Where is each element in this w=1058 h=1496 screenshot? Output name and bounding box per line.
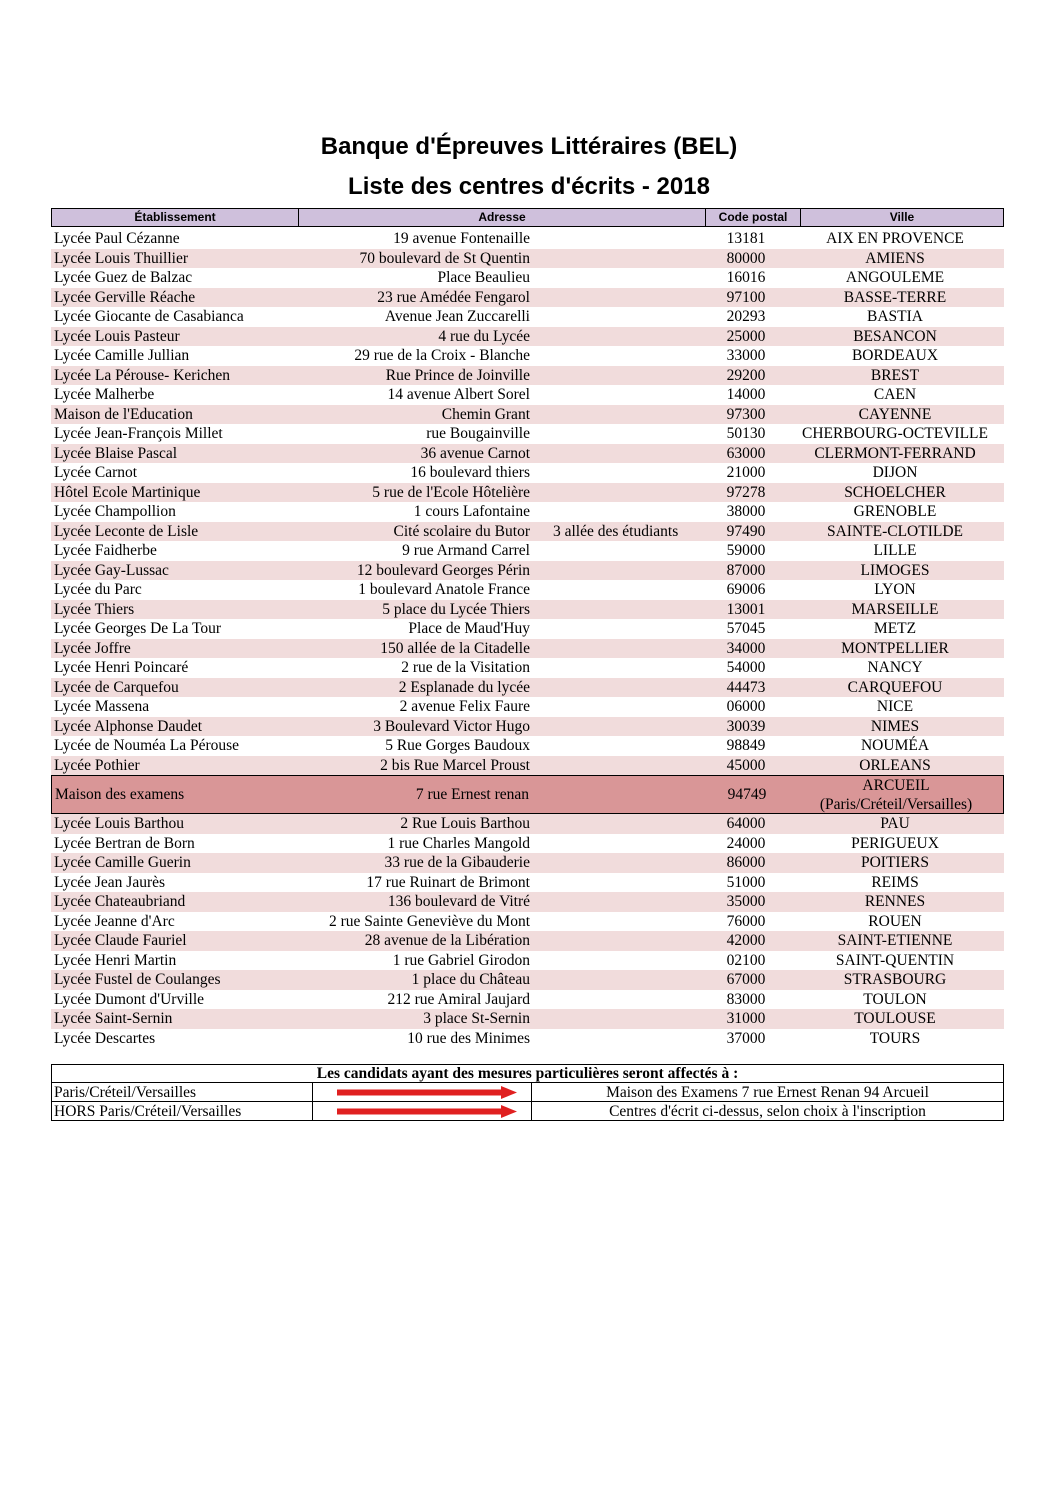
ville-cell: CAYENNE <box>858 405 932 423</box>
adresse-cell: rue Bougainville <box>426 425 530 442</box>
code-postal-cell: 57045 <box>726 620 766 637</box>
table-row <box>51 775 1004 814</box>
table-row <box>51 658 1004 678</box>
code-postal-cell: 16016 <box>726 269 766 286</box>
code-postal-cell: 42000 <box>726 932 766 949</box>
table-row <box>51 619 1004 639</box>
etablissement-cell: Lycée Louis Pasteur <box>54 327 180 345</box>
etablissement-cell: Lycée Dumont d'Urville <box>54 990 205 1008</box>
code-postal-cell: 30039 <box>726 717 766 735</box>
ville-cell: BESANCON <box>853 327 937 345</box>
code-postal-cell: 14000 <box>726 386 766 403</box>
ville-cell: CLERMONT-FERRAND <box>814 444 976 462</box>
ville-cell: PAU <box>880 815 910 832</box>
table-row <box>51 990 1004 1010</box>
etablissement-cell: Lycée Jeanne d'Arc <box>54 912 175 930</box>
adresse-cell: Cité scolaire du Butor <box>393 522 530 540</box>
adresse-cell: 7 rue Ernest renan <box>415 786 529 803</box>
adresse-cell: 1 rue Gabriel Girodon <box>392 951 530 969</box>
code-postal-cell: 13001 <box>726 600 766 618</box>
red-arrow-icon <box>337 1086 517 1099</box>
etablissement-cell: Lycée Malherbe <box>54 386 155 403</box>
ville-cell: POITIERS <box>860 854 930 871</box>
ville-cell: LIMOGES <box>860 561 930 579</box>
table-row <box>51 424 1004 444</box>
table-row <box>51 814 1004 834</box>
ville-cell: TOURS <box>869 1029 921 1047</box>
etablissement-cell: Lycée Camille Jullian <box>54 347 190 364</box>
ville-cell: REIMS <box>871 873 919 891</box>
adresse-cell: 212 rue Amiral Jaujard <box>387 990 530 1008</box>
arrow-cell <box>312 1101 532 1121</box>
adresse-cell: 3 place St-Sernin <box>423 1010 530 1027</box>
etablissement-cell: Maison des examens <box>55 786 185 803</box>
table-row <box>51 502 1004 522</box>
adresse-cell: 17 rue Ruinart de Brimont <box>366 873 530 891</box>
ville-cell: CARQUEFOU <box>847 678 943 696</box>
adresse-cell: 33 rue de la Gibauderie <box>384 854 530 871</box>
code-postal-cell: 25000 <box>726 327 766 345</box>
code-postal-cell: 69006 <box>726 581 766 598</box>
table-row <box>51 580 1004 600</box>
ville-cell: GRENOBLE <box>853 503 937 520</box>
special-measures-row <box>51 1101 1004 1121</box>
adresse-cell: 29 rue de la Croix - Blanche <box>354 347 530 364</box>
adresse-complement-cell: 3 allée des étudiants <box>553 522 679 540</box>
header-etablissement: Établissement <box>51 208 299 227</box>
table-row <box>51 892 1004 912</box>
adresse-cell: 2 rue de la Visitation <box>401 659 530 676</box>
table-row <box>51 444 1004 464</box>
etablissement-cell: Lycée Henri Martin <box>54 951 177 969</box>
ville-cell: MARSEILLE <box>851 600 939 618</box>
ville-cell: NIMES <box>870 717 920 735</box>
code-postal-cell: 37000 <box>726 1029 766 1047</box>
adresse-cell: 5 Rue Gorges Baudoux <box>385 737 530 754</box>
ville-cell: NANCY <box>867 659 923 676</box>
code-postal-cell: 31000 <box>726 1010 766 1027</box>
special-measures-row <box>51 1082 1004 1102</box>
table-row <box>51 249 1004 269</box>
code-postal-cell: 80000 <box>726 249 766 267</box>
table-row <box>51 1029 1004 1049</box>
ville-cell: METZ <box>873 620 917 637</box>
table-row <box>51 561 1004 581</box>
table-header <box>51 208 1004 227</box>
adresse-cell: Rue Prince de Joinville <box>385 366 530 384</box>
code-postal-cell: 34000 <box>726 639 766 657</box>
ville-cell: RENNES <box>864 893 926 910</box>
zone-label: HORS Paris/Créteil/Versailles <box>51 1101 313 1121</box>
table-row <box>51 327 1004 347</box>
ville-cell: SAINT-ETIENNE <box>837 932 953 949</box>
etablissement-cell: Lycée Paul Cézanne <box>54 230 180 247</box>
ville-cell: CAEN <box>873 386 917 403</box>
adresse-cell: 2 Esplanade du lycée <box>398 678 530 696</box>
red-arrow-icon <box>337 1105 517 1118</box>
etablissement-cell: Lycée Thiers <box>54 600 135 618</box>
code-postal-cell: 38000 <box>726 503 766 520</box>
adresse-cell: 19 avenue Fontenaille <box>393 230 530 247</box>
code-postal-cell: 13181 <box>726 230 766 247</box>
etablissement-cell: Lycée Pothier <box>54 756 140 774</box>
table-row <box>51 405 1004 425</box>
table-row <box>51 756 1004 776</box>
adresse-cell: 36 avenue Carnot <box>420 444 530 462</box>
ville-cell: ROUEN <box>868 912 922 930</box>
code-postal-cell: 33000 <box>726 347 766 364</box>
ville-cell: ARCUEIL (Paris/Créteil/Versailles) <box>819 777 973 813</box>
ville-cell: ORLEANS <box>859 756 931 774</box>
table-row <box>51 931 1004 951</box>
destination-label: Maison des Examens 7 rue Ernest Renan 94 Arcueil <box>531 1082 1004 1102</box>
etablissement-cell: Lycée La Pérouse- Kerichen <box>54 366 231 384</box>
table-row <box>51 912 1004 932</box>
etablissement-cell: Lycée Carnot <box>54 464 138 481</box>
ville-cell: AMIENS <box>865 249 925 267</box>
code-postal-cell: 97100 <box>726 288 766 306</box>
special-measures-heading: Les candidats ayant des mesures particulières seront affectés à : <box>51 1064 1004 1083</box>
code-postal-cell: 45000 <box>726 756 766 774</box>
adresse-cell: 1 place du Château <box>411 971 530 988</box>
table-row <box>51 639 1004 659</box>
adresse-cell: 9 rue Armand Carrel <box>402 542 530 559</box>
ville-cell: BASSE-TERRE <box>843 288 947 306</box>
adresse-cell: 150 allée de la Citadelle <box>380 639 530 657</box>
destination-label: Centres d'écrit ci-dessus, selon choix à l'inscription <box>531 1101 1004 1121</box>
etablissement-cell: Hôtel Ecole Martinique <box>54 483 201 501</box>
adresse-cell: 2 rue Sainte Geneviève du Mont <box>328 912 530 930</box>
adresse-cell: 2 avenue Felix Faure <box>399 698 530 715</box>
code-postal-cell: 83000 <box>726 990 766 1008</box>
etablissement-cell: Lycée Camille Guerin <box>54 854 191 871</box>
etablissement-cell: Lycée Joffre <box>54 639 131 657</box>
adresse-cell: Place Beaulieu <box>437 269 530 286</box>
adresse-cell: 2 Rue Louis Barthou <box>400 815 530 832</box>
adresse-cell: 3 Boulevard Victor Hugo <box>373 717 530 735</box>
adresse-cell: 5 rue de l'Ecole Hôtelière <box>372 483 530 501</box>
code-postal-cell: 59000 <box>726 542 766 559</box>
table-row <box>51 717 1004 737</box>
table-row <box>51 697 1004 717</box>
adresse-cell: 5 place du Lycée Thiers <box>382 600 530 618</box>
table-row <box>51 736 1004 756</box>
ville-cell: MONTPELLIER <box>841 639 949 657</box>
ville-cell: AIX EN PROVENCE <box>826 230 964 247</box>
code-postal-cell: 98849 <box>726 737 766 754</box>
table-row <box>51 229 1004 249</box>
table-row <box>51 268 1004 288</box>
code-postal-cell: 63000 <box>726 444 766 462</box>
adresse-cell: 70 boulevard de St Quentin <box>359 249 530 267</box>
code-postal-cell: 06000 <box>726 698 766 715</box>
etablissement-cell: Lycée de Carquefou <box>54 678 179 696</box>
code-postal-cell: 97490 <box>726 522 766 540</box>
table-row <box>51 385 1004 405</box>
etablissement-cell: Lycée Bertran de Born <box>54 834 195 852</box>
etablissement-cell: Lycée de Nouméa La Pérouse <box>54 737 240 754</box>
etablissement-cell: Lycée Champollion <box>54 503 176 520</box>
ville-cell: LILLE <box>873 542 917 559</box>
table-row <box>51 366 1004 386</box>
ville-cell: DIJON <box>872 464 918 481</box>
adresse-cell: 16 boulevard thiers <box>410 464 530 481</box>
table-row <box>51 951 1004 971</box>
table-row <box>51 1009 1004 1029</box>
etablissement-cell: Lycée Gerville Réache <box>54 288 196 306</box>
code-postal-cell: 67000 <box>726 971 766 988</box>
adresse-cell: 1 cours Lafontaine <box>413 503 530 520</box>
table-row <box>51 853 1004 873</box>
adresse-cell: 23 rue Amédée Fengarol <box>377 288 530 306</box>
code-postal-cell: 21000 <box>726 464 766 481</box>
etablissement-cell: Lycée Georges De La Tour <box>54 620 222 637</box>
etablissement-cell: Lycée Descartes <box>54 1029 156 1047</box>
document-title: Banque d'Épreuves Littéraires (BEL) <box>320 133 738 160</box>
etablissement-cell: Lycée Jean Jaurès <box>54 873 166 891</box>
ville-cell: TOULOUSE <box>854 1010 936 1027</box>
etablissement-cell: Lycée Faidherbe <box>54 542 157 559</box>
ville-cell: CHERBOURG-OCTEVILLE <box>802 425 988 442</box>
table-row <box>51 288 1004 308</box>
etablissement-cell: Lycée Claude Fauriel <box>54 932 187 949</box>
code-postal-cell: 02100 <box>726 951 766 969</box>
code-postal-cell: 76000 <box>726 912 766 930</box>
ville-cell: PERIGUEUX <box>851 834 939 852</box>
etablissement-cell: Lycée Leconte de Lisle <box>54 522 199 540</box>
code-postal-cell: 94749 <box>727 786 767 803</box>
etablissement-cell: Lycée Louis Thuillier <box>54 249 189 267</box>
code-postal-cell: 51000 <box>726 873 766 891</box>
ville-cell: ANGOULEME <box>845 269 945 286</box>
table-row <box>51 541 1004 561</box>
code-postal-cell: 35000 <box>726 893 766 910</box>
adresse-cell: 2 bis Rue Marcel Proust <box>380 756 530 774</box>
document-subtitle: Liste des centres d'écrits - 2018 <box>348 173 710 200</box>
code-postal-cell: 87000 <box>726 561 766 579</box>
adresse-cell: Place de Maud'Huy <box>408 620 530 637</box>
table-row <box>51 970 1004 990</box>
code-postal-cell: 50130 <box>726 425 766 442</box>
adresse-cell: Chemin Grant <box>441 405 530 423</box>
code-postal-cell: 97278 <box>726 483 766 501</box>
adresse-cell: 136 boulevard de Vitré <box>387 893 530 910</box>
ville-cell: LYON <box>874 581 916 598</box>
adresse-cell: 1 rue Charles Mangold <box>387 834 530 852</box>
table-row <box>51 600 1004 620</box>
header-ville: Ville <box>800 208 1004 227</box>
etablissement-cell: Lycée Guez de Balzac <box>54 269 193 286</box>
table-row <box>51 307 1004 327</box>
ville-cell: NOUMÉA <box>860 737 930 754</box>
adresse-cell: 14 avenue Albert Sorel <box>387 386 530 403</box>
zone-label: Paris/Créteil/Versailles <box>51 1082 313 1102</box>
ville-cell: BASTIA <box>867 308 923 325</box>
code-postal-cell: 20293 <box>726 308 766 325</box>
code-postal-cell: 97300 <box>726 405 766 423</box>
etablissement-cell: Lycée Gay-Lussac <box>54 561 169 579</box>
etablissement-cell: Lycée Blaise Pascal <box>54 444 178 462</box>
ville-cell: SAINT-QUENTIN <box>835 951 955 969</box>
table-row <box>51 463 1004 483</box>
etablissement-cell: Lycée Fustel de Coulanges <box>54 971 221 988</box>
etablissement-cell: Lycée Alphonse Daudet <box>54 717 203 735</box>
table-row <box>51 346 1004 366</box>
ville-cell: NICE <box>876 698 914 715</box>
ville-cell: BORDEAUX <box>851 347 939 364</box>
ville-cell: SCHOELCHER <box>844 483 946 501</box>
etablissement-cell: Lycée Massena <box>54 698 150 715</box>
table-row <box>51 834 1004 854</box>
etablissement-cell: Lycée du Parc <box>54 581 142 598</box>
adresse-cell: 10 rue des Minimes <box>407 1029 530 1047</box>
ville-cell: TOULON <box>863 990 927 1008</box>
etablissement-cell: Lycée Louis Barthou <box>54 815 184 832</box>
code-postal-cell: 86000 <box>726 854 766 871</box>
adresse-cell: 1 boulevard Anatole France <box>358 581 530 598</box>
etablissement-cell: Lycée Giocante de Casabianca <box>54 308 244 325</box>
etablissement-cell: Maison de l'Education <box>54 405 193 423</box>
adresse-cell: 12 boulevard Georges Périn <box>356 561 530 579</box>
etablissement-cell: Lycée Chateaubriand <box>54 893 186 910</box>
code-postal-cell: 44473 <box>726 678 766 696</box>
ville-cell: SAINTE-CLOTILDE <box>826 522 964 540</box>
adresse-cell: Avenue Jean Zuccarelli <box>384 308 530 325</box>
etablissement-cell: Lycée Jean-François Millet <box>54 425 223 442</box>
table-row <box>51 873 1004 893</box>
arrow-cell <box>312 1082 532 1102</box>
ville-cell: BREST <box>870 366 920 384</box>
table-row <box>51 483 1004 503</box>
ville-cell: STRASBOURG <box>843 971 947 988</box>
code-postal-cell: 54000 <box>726 659 766 676</box>
header-adresse: Adresse <box>298 208 706 227</box>
adresse-cell: 28 avenue de la Libération <box>364 932 530 949</box>
adresse-cell: 4 rue du Lycée <box>438 327 530 345</box>
etablissement-cell: Lycée Henri Poincaré <box>54 659 189 676</box>
header-code-postal: Code postal <box>705 208 801 227</box>
code-postal-cell: 29200 <box>726 366 766 384</box>
etablissement-cell: Lycée Saint-Sernin <box>54 1010 173 1027</box>
table-row <box>51 522 1004 542</box>
code-postal-cell: 24000 <box>726 834 766 852</box>
code-postal-cell: 64000 <box>726 815 766 832</box>
table-row <box>51 678 1004 698</box>
